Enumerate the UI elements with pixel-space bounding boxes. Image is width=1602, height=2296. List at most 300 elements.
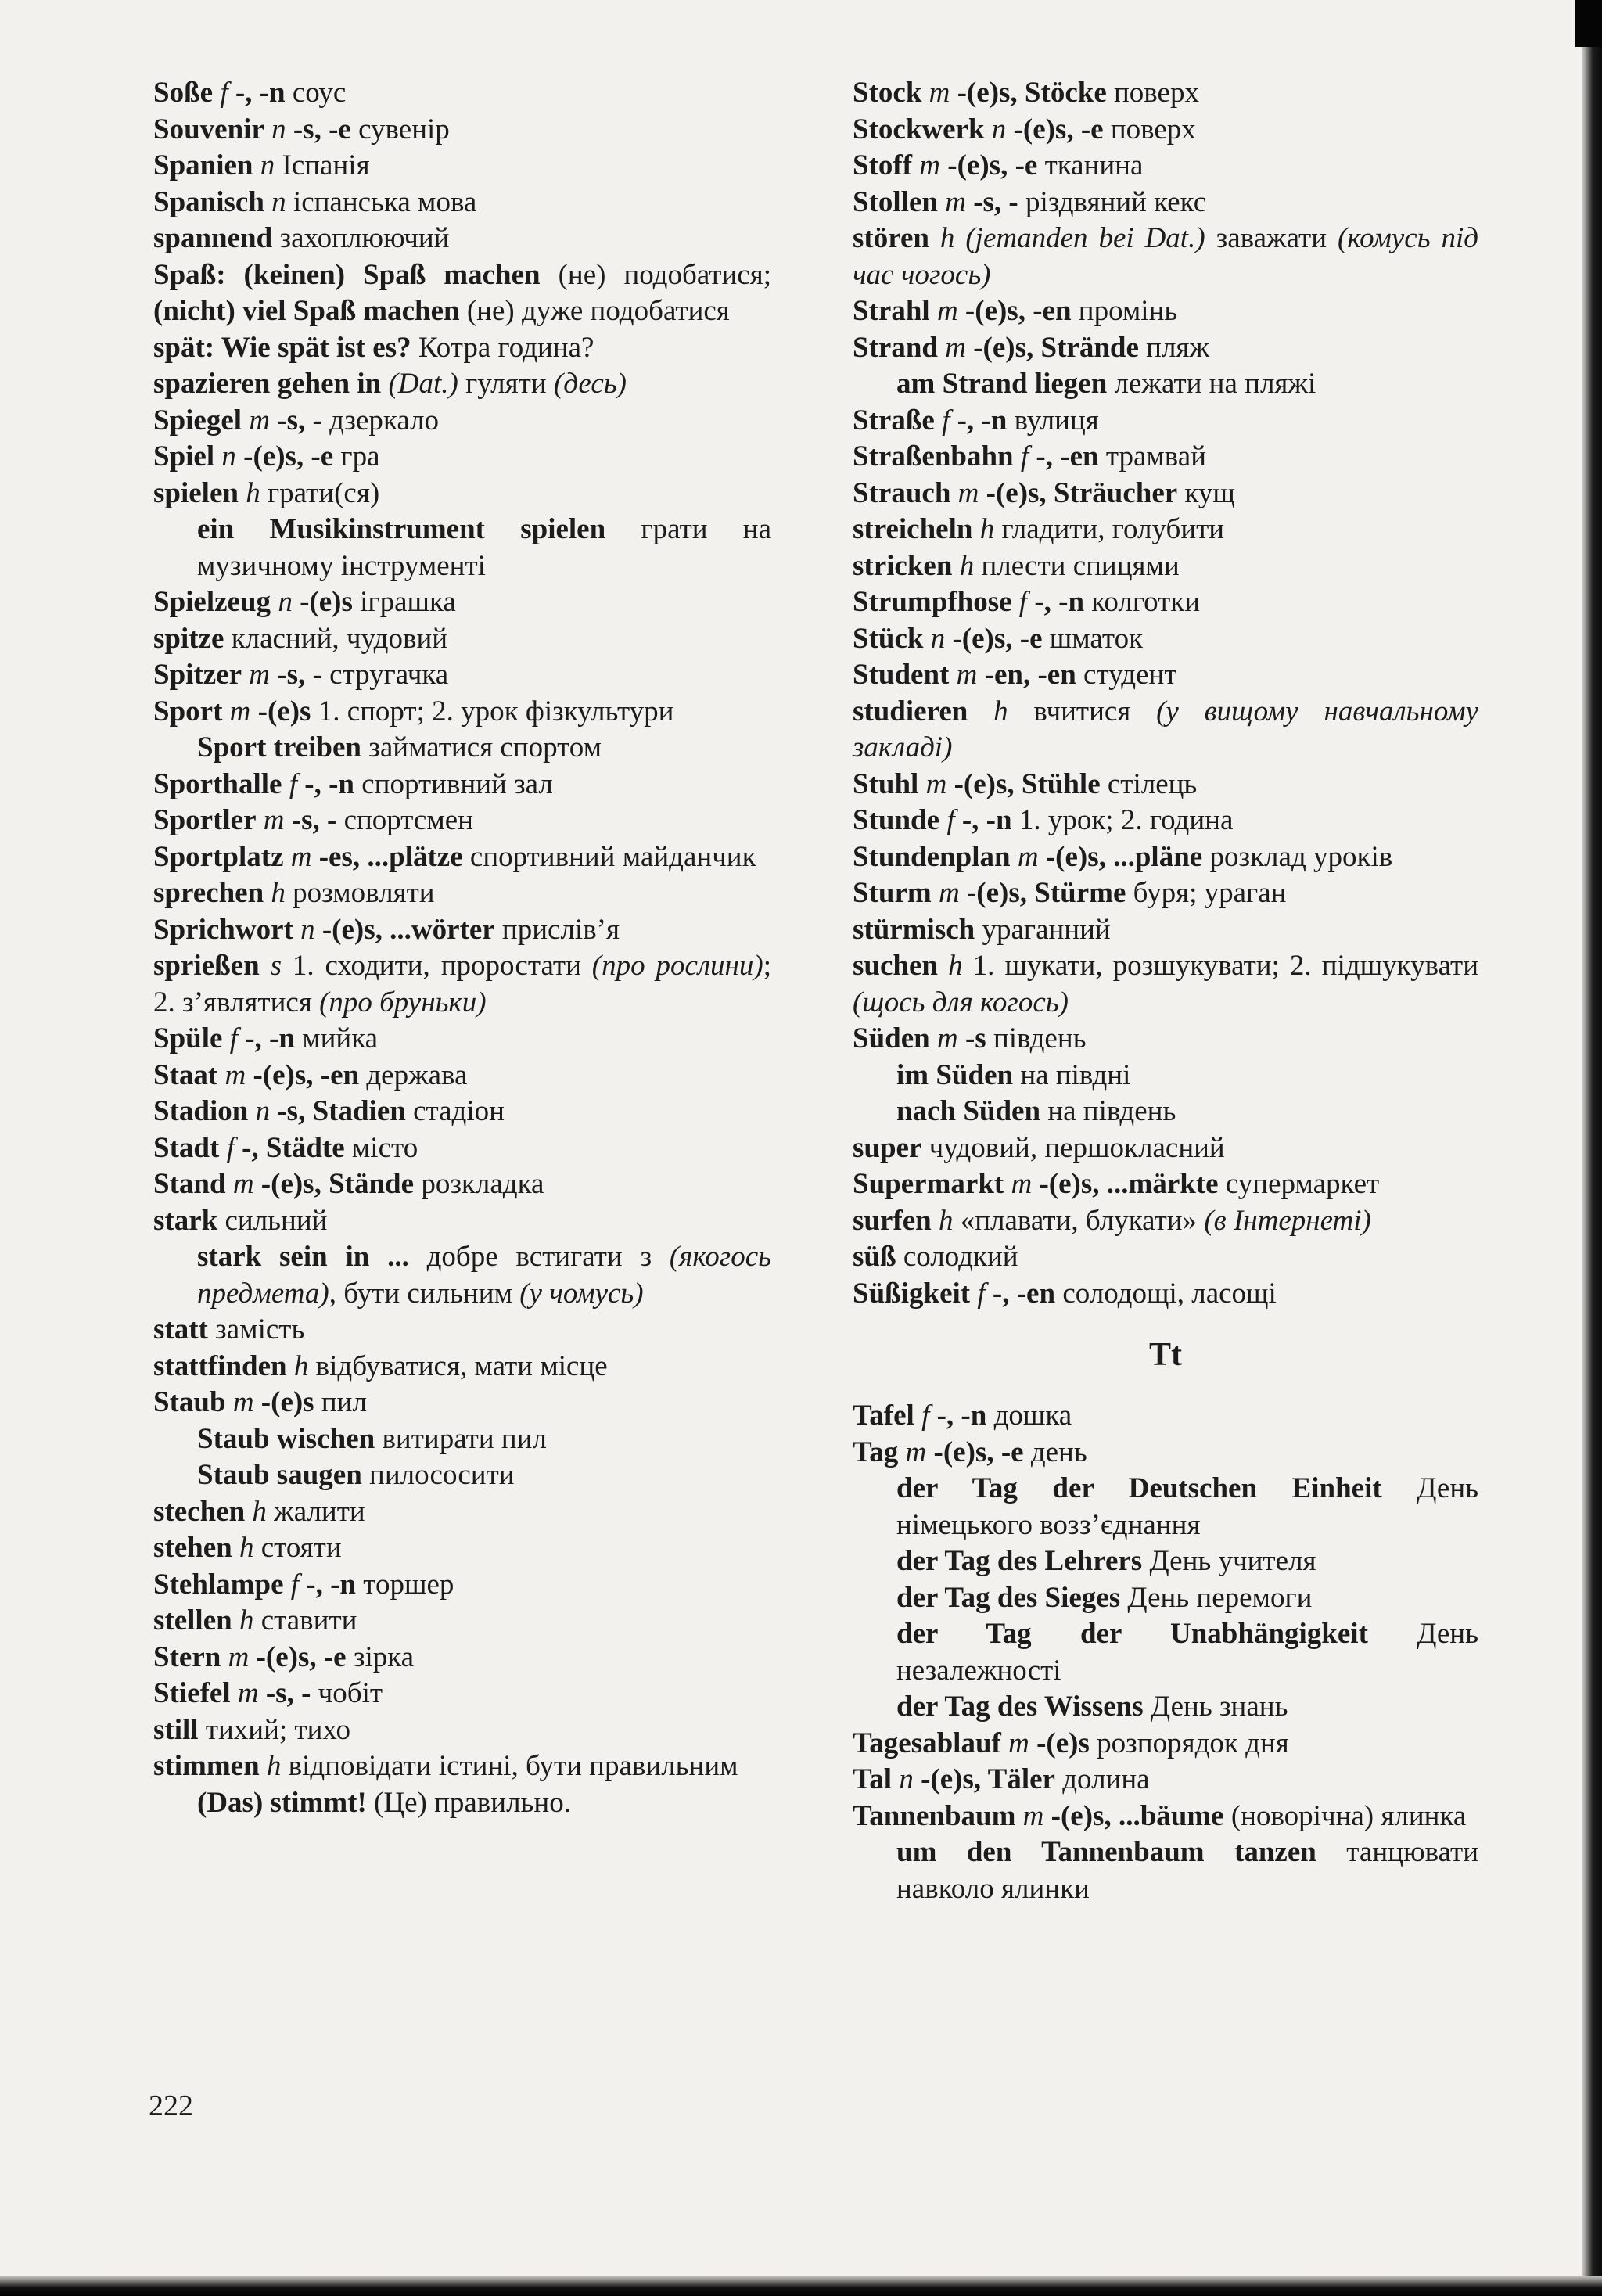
headword: streicheln: [853, 513, 973, 545]
word-forms: -, -n: [929, 1400, 987, 1432]
dictionary-entry: [153, 875, 771, 912]
word-forms: -s, -: [258, 1677, 311, 1709]
dictionary-entry: [853, 112, 1478, 149]
headword: stricken: [853, 549, 953, 582]
headword: Sport treiben: [197, 731, 362, 764]
grammar-label: n: [899, 1763, 914, 1795]
dictionary-entry: [853, 1021, 1478, 1058]
headword: Tag: [853, 1435, 899, 1468]
translation: прислів’я: [494, 913, 620, 946]
translation: гладити, голубити: [994, 513, 1225, 545]
grammar-label: n: [300, 913, 315, 946]
translation: пил: [314, 1386, 367, 1418]
grammar-label: f: [977, 1277, 986, 1310]
grammar-label: m: [938, 877, 960, 909]
headword: stehen: [153, 1532, 232, 1564]
right-column-t-entries: [853, 1398, 1478, 1907]
grammar-label: m: [232, 1386, 254, 1418]
usage-note: (в Інтернеті): [1197, 1204, 1371, 1237]
headword: Stehlampe: [153, 1568, 284, 1601]
dictionary-entry: [153, 839, 771, 876]
word-forms: -(e)s, -e: [249, 1640, 347, 1673]
dictionary-entry: [153, 948, 771, 1021]
headword: super: [853, 1131, 922, 1164]
word-forms: -, Städte: [234, 1131, 345, 1164]
dictionary-entry: [153, 1312, 771, 1349]
translation: розпорядок дня: [1089, 1726, 1289, 1759]
dictionary-entry: [853, 366, 1478, 403]
word-forms: -, -n: [299, 1568, 357, 1601]
translation: Котра година?: [411, 331, 594, 364]
dictionary-entry: [853, 1435, 1478, 1471]
usage-note: (у вищому навчальному закладі): [853, 695, 1478, 764]
dictionary-entry: [153, 1094, 771, 1130]
translation: поверх: [1106, 77, 1199, 109]
headword: Spanien: [153, 149, 253, 181]
word-forms: -(e)s, Stühle: [946, 767, 1101, 800]
headword: Süßigkeit: [853, 1277, 971, 1310]
headword: Spaß: (keinen) Spaß machen: [153, 258, 541, 291]
word-forms: -s: [957, 1022, 986, 1055]
headword: Strumpfhose: [853, 586, 1012, 618]
headword: Strauch: [853, 476, 951, 509]
headword: Stundenplan: [853, 840, 1011, 873]
word-forms: -(e)s, ...pläne: [1038, 840, 1203, 873]
headword: Strahl: [853, 295, 930, 327]
grammar-label: f: [229, 1022, 238, 1055]
translation: розмовляти: [285, 877, 435, 909]
dictionary-entry: [853, 584, 1478, 621]
headword: studieren: [853, 695, 968, 728]
dictionary-entry: [153, 1457, 771, 1494]
translation: відповідати істині, бути правильним: [281, 1750, 738, 1782]
dictionary-entry: [853, 875, 1478, 912]
translation: солодкий: [896, 1241, 1018, 1273]
translation: чудовий, першокласний: [921, 1131, 1225, 1164]
grammar-label: m: [956, 659, 978, 691]
dictionary-entry: [853, 1616, 1478, 1689]
dictionary-entry: [853, 330, 1478, 367]
dictionary-entry: [853, 1762, 1478, 1798]
translation: грати(ся): [260, 476, 380, 509]
dictionary-entry: [853, 1166, 1478, 1203]
translation: солодощі, ласощі: [1055, 1277, 1277, 1310]
translation: лежати на пляжі: [1107, 368, 1316, 400]
headword: stellen: [153, 1604, 232, 1637]
translation: ; 2. з’являтися: [153, 950, 771, 1019]
dictionary-entry: [853, 912, 1478, 949]
headword: Stiefel: [153, 1677, 231, 1709]
dictionary-entry: [153, 912, 771, 949]
grammar-label: h: [239, 1604, 254, 1637]
headword: Stock: [853, 77, 922, 109]
dictionary-entry: [853, 1689, 1478, 1726]
translation: сильний: [217, 1204, 328, 1237]
dictionary-entry: [853, 1726, 1478, 1762]
headword: Stand: [153, 1168, 226, 1200]
word-forms: -(e)s, -e: [940, 149, 1038, 181]
dictionary-entry: [853, 185, 1478, 221]
word-forms: -s, -: [965, 185, 1018, 218]
headword: Spiel: [153, 440, 215, 472]
translation: заважати: [1205, 222, 1327, 254]
grammar-label: m: [1011, 1168, 1033, 1200]
word-forms: -, -n: [297, 767, 354, 800]
dictionary-entry: [853, 839, 1478, 876]
grammar-label: n: [271, 113, 286, 146]
grammar-label: f: [921, 1400, 930, 1432]
dictionary-entry: [153, 1021, 771, 1058]
dictionary-entry: [853, 1239, 1478, 1276]
grammar-label: m: [229, 695, 251, 728]
translation: стілець: [1100, 767, 1198, 800]
translation: держава: [359, 1058, 468, 1091]
grammar-label: f: [946, 804, 955, 836]
page-edge-right: [1582, 0, 1602, 2296]
translation: на півдні: [1013, 1058, 1131, 1091]
headword: Supermarkt: [853, 1168, 1004, 1200]
translation: різдвяний кекс: [1018, 185, 1207, 218]
dictionary-entry: [853, 767, 1478, 803]
dictionary-entry: [853, 621, 1478, 658]
headword: stark: [153, 1204, 218, 1237]
translation: День учителя: [1142, 1545, 1316, 1577]
grammar-label: m: [1008, 1726, 1029, 1759]
translation: зірка: [346, 1640, 415, 1673]
headword: Soße: [153, 77, 214, 109]
word-forms: -, -en: [985, 1277, 1056, 1310]
translation: 1. спорт; 2. урок фізкультури: [311, 695, 674, 728]
grammar-label: f: [226, 1131, 235, 1164]
headword: stechen: [153, 1495, 246, 1528]
grammar-label: h: [959, 549, 975, 582]
grammar-label: m: [224, 1058, 246, 1091]
dictionary-entry: [153, 1603, 771, 1640]
dictionary-entry: [853, 1398, 1478, 1435]
translation: іспанська мова: [286, 185, 477, 218]
headword: der Tag des Wissens: [896, 1691, 1144, 1723]
word-forms: -(e)s, -e: [945, 622, 1043, 655]
translation: (новорічна) ялинка: [1223, 1799, 1467, 1832]
headword: um den Tannenbaum tanzen: [896, 1836, 1316, 1868]
word-forms: -, -n: [950, 404, 1008, 437]
translation: ставити: [253, 1604, 357, 1637]
grammar-label: h: [948, 950, 963, 982]
grammar-label: f: [1018, 586, 1028, 618]
translation: гуляти: [458, 368, 547, 400]
grammar-label: m: [1022, 1799, 1044, 1832]
translation: (не) подобатися;: [540, 258, 771, 291]
grammar-label: n: [930, 622, 946, 655]
grammar-label: m: [290, 840, 312, 873]
headword: Staat: [153, 1058, 218, 1091]
word-forms: -(e)s, Sträucher: [979, 476, 1178, 509]
headword: (nicht) viel Spaß machen: [153, 295, 460, 327]
headword: Spielzeug: [153, 586, 271, 618]
dictionary-entry: [853, 1798, 1478, 1835]
dictionary-entry: [153, 803, 771, 839]
grammar-label: h: [266, 1750, 282, 1782]
headword: Stück: [853, 622, 924, 655]
word-forms: -(e)s, Stände: [253, 1168, 415, 1200]
translation: місто: [344, 1131, 418, 1164]
word-forms: -en, -en: [977, 659, 1076, 691]
translation: долина: [1054, 1763, 1150, 1795]
translation: займатися спортом: [361, 731, 602, 764]
headword: der Tag der Deutschen Einheit: [896, 1472, 1382, 1504]
headword: Stoff: [853, 149, 913, 181]
headword: Spanisch: [153, 185, 264, 218]
dictionary-entry: [153, 75, 771, 112]
grammar-label: m: [936, 295, 958, 327]
dictionary-entry: [853, 439, 1478, 476]
dictionary-entry: [153, 512, 771, 584]
word-forms: -, -n: [1027, 586, 1085, 618]
headword: suchen: [853, 950, 938, 982]
translation: замість: [207, 1313, 305, 1346]
headword: stimmen: [153, 1750, 260, 1782]
grammar-label: h: [239, 1532, 254, 1564]
dictionary-entry: [153, 1203, 771, 1240]
grammar-label: f: [289, 767, 297, 800]
dictionary-entry: [153, 403, 771, 440]
headword: Student: [853, 659, 950, 691]
word-forms: -, -en: [1029, 440, 1099, 472]
translation: спортивний майданчик: [462, 840, 756, 873]
grammar-label: h: [246, 476, 260, 509]
page-edge-bottom: [0, 2276, 1602, 2296]
word-forms: -, -n: [228, 77, 286, 109]
translation: Іспанія: [275, 149, 370, 181]
headword: sprießen: [153, 950, 260, 982]
word-forms: -(e)s: [250, 695, 311, 728]
word-forms: -(e)s: [253, 1386, 314, 1418]
word-forms: -s, -: [270, 404, 322, 437]
grammar-label: m: [925, 767, 947, 800]
dictionary-entry: [153, 767, 771, 803]
dictionary-entry: [853, 1834, 1478, 1907]
grammar-label: n: [255, 1095, 271, 1127]
dictionary-entry: [153, 1058, 771, 1094]
grammar-label: h: [938, 1204, 954, 1237]
headword: Stadion: [153, 1095, 249, 1127]
headword: Sturm: [853, 877, 932, 909]
translation: добре встигати з: [408, 1241, 652, 1273]
right-column: [853, 75, 1478, 1907]
usage-note: (комусь під час чогось): [853, 222, 1478, 291]
headword: spielen: [153, 476, 239, 509]
usage-note: (про рослини): [580, 950, 763, 982]
dictionary-entry: [153, 1166, 771, 1203]
headword: still: [153, 1713, 199, 1746]
dictionary-entry: [853, 75, 1478, 112]
translation: «плавати, блукати»: [953, 1204, 1198, 1237]
grammar-label: n: [271, 185, 286, 218]
headword: Sporthalle: [153, 767, 282, 800]
dictionary-entry: [853, 476, 1478, 512]
dictionary-entry: [153, 657, 771, 694]
word-forms: -(e)s, ...wörter: [314, 913, 495, 946]
headword: Spüle: [153, 1022, 223, 1055]
grammar-label: m: [957, 476, 979, 509]
dictionary-entry: [153, 366, 771, 403]
dictionary-entry: [853, 1130, 1478, 1167]
headword: stürmisch: [853, 913, 975, 946]
grammar-label: n: [278, 586, 293, 618]
headword: Sprichwort: [153, 913, 293, 946]
usage-note: (якогось предмета): [197, 1241, 771, 1310]
grammar-label: m: [1017, 840, 1039, 873]
grammar-label: m: [249, 404, 271, 437]
dictionary-entry: [853, 803, 1478, 839]
grammar-label: f: [220, 77, 228, 109]
headword: Strand: [853, 331, 938, 364]
grammar-label: m: [228, 1640, 250, 1673]
headword: surfen: [853, 1204, 932, 1237]
translation: дошка: [986, 1400, 1072, 1432]
grammar-label: m: [936, 1022, 958, 1055]
translation: танцювати навколо ялинки: [896, 1836, 1478, 1905]
grammar-label: f: [290, 1568, 300, 1601]
headword: der Tag des Sieges: [896, 1581, 1121, 1614]
dictionary-entry: [153, 148, 771, 185]
headword: Straße: [853, 404, 935, 437]
dictionary-entry: [153, 694, 771, 731]
headword: Staub wischen: [197, 1422, 375, 1455]
translation: супермаркет: [1218, 1168, 1380, 1200]
grammar-label: h: [271, 877, 286, 909]
page-number: 222: [149, 2089, 193, 2122]
translation: стругачка: [321, 659, 449, 691]
headword: Stern: [153, 1640, 221, 1673]
headword: nach Süden: [896, 1095, 1041, 1127]
headword: stattfinden: [153, 1349, 287, 1382]
usage-note: (jemanden bei Dat.): [954, 222, 1205, 254]
word-forms: -, -n: [954, 804, 1012, 836]
grammar-label: n: [260, 149, 275, 181]
grammar-label: m: [905, 1435, 927, 1468]
word-forms: -s, -: [270, 659, 322, 691]
translation: поверх: [1103, 113, 1196, 146]
translation: чобіт: [311, 1677, 383, 1709]
headword: der Tag der Unabhängigkeit: [896, 1618, 1368, 1650]
usage-note: (десь): [546, 368, 627, 400]
dictionary-entry: [153, 730, 771, 767]
dictionary-entry: [853, 1276, 1478, 1313]
headword: Spitzer: [153, 659, 242, 691]
headword: Stuhl: [853, 767, 919, 800]
grammar-label: m: [237, 1677, 259, 1709]
dictionary-entry: [853, 694, 1478, 767]
translation: День незалежності: [896, 1618, 1478, 1687]
word-forms: -(e)s: [1029, 1726, 1090, 1759]
headword: Tagesablauf: [853, 1726, 1001, 1759]
word-forms: -es, ...plätze: [311, 840, 463, 873]
headword: Souvenir: [153, 113, 264, 146]
headword: süß: [853, 1241, 896, 1273]
word-forms: -(e)s, Stöcke: [950, 77, 1107, 109]
headword: Süden: [853, 1022, 930, 1055]
translation: іграшка: [352, 586, 456, 618]
grammar-label: s: [270, 950, 282, 982]
translation: сувенір: [350, 113, 450, 146]
word-forms: -(e)s, ...bäume: [1043, 1799, 1224, 1832]
headword: der Tag des Lehrers: [896, 1545, 1143, 1577]
dictionary-entry: [853, 512, 1478, 548]
word-forms: -(e)s, -e: [235, 440, 334, 472]
headword: Straßenbahn: [853, 440, 1014, 472]
translation: гра: [333, 440, 380, 472]
word-forms: -(e)s: [292, 586, 353, 618]
grammar-label: h: [979, 513, 995, 545]
headword: Stadt: [153, 1131, 220, 1164]
grammar-label: m: [249, 659, 271, 691]
translation: захоплюючий: [272, 222, 450, 254]
dictionary-entry: [153, 1239, 771, 1312]
translation: студент: [1076, 659, 1177, 691]
translation: відбуватися, мати місце: [308, 1349, 608, 1382]
translation: кущ: [1177, 476, 1235, 509]
dictionary-entry: [153, 1421, 771, 1458]
translation: грати на музичному інструменті: [197, 513, 771, 582]
translation: жалити: [266, 1495, 365, 1528]
headword: Sportplatz: [153, 840, 284, 873]
translation: День перемоги: [1120, 1581, 1313, 1614]
word-forms: -(e)s, -en: [957, 295, 1072, 327]
grammar-label: m: [919, 149, 941, 181]
headword: Stunde: [853, 804, 940, 836]
headword: Spiegel: [153, 404, 242, 437]
right-column-s-entries: [853, 75, 1478, 1312]
headword: sprechen: [153, 877, 264, 909]
dictionary-entry: [153, 621, 771, 658]
translation: стадіон: [405, 1095, 505, 1127]
dictionary-entry: [853, 221, 1478, 293]
headword: stark sein in ...: [197, 1241, 409, 1273]
headword: Stollen: [853, 185, 938, 218]
headword: Sport: [153, 695, 223, 728]
translation: шматок: [1042, 622, 1144, 655]
translation: мийка: [294, 1022, 379, 1055]
dictionary-entry: [153, 1785, 771, 1822]
headword: spazieren gehen in: [153, 368, 382, 400]
translation: пляж: [1138, 331, 1210, 364]
dictionary-entry: [153, 221, 771, 257]
dictionary-entry: [853, 1543, 1478, 1580]
translation: трамвай: [1098, 440, 1206, 472]
translation: соус: [285, 77, 347, 109]
translation: 1. сходити, проростати: [281, 950, 581, 982]
dictionary-entry: [153, 439, 771, 476]
dictionary-entry: [153, 1349, 771, 1385]
translation: розкладка: [414, 1168, 544, 1200]
dictionary-entry: [153, 1530, 771, 1567]
word-forms: -(e)s, Täler: [913, 1763, 1055, 1795]
headword: stören: [853, 222, 929, 254]
word-forms: -s, -: [284, 804, 337, 836]
translation: торшер: [356, 1568, 454, 1601]
left-column: [153, 75, 771, 1821]
headword: Stockwerk: [853, 113, 985, 146]
translation: буря; ураган: [1126, 877, 1287, 909]
translation: (Це) правильно.: [366, 1786, 571, 1819]
dictionary-entry: [853, 1058, 1478, 1094]
translation: День знань: [1143, 1691, 1288, 1723]
translation: стояти: [253, 1532, 342, 1564]
word-forms: -s, -e: [286, 113, 351, 146]
grammar-label: h: [993, 695, 1008, 728]
dictionary-entry: [853, 1094, 1478, 1130]
